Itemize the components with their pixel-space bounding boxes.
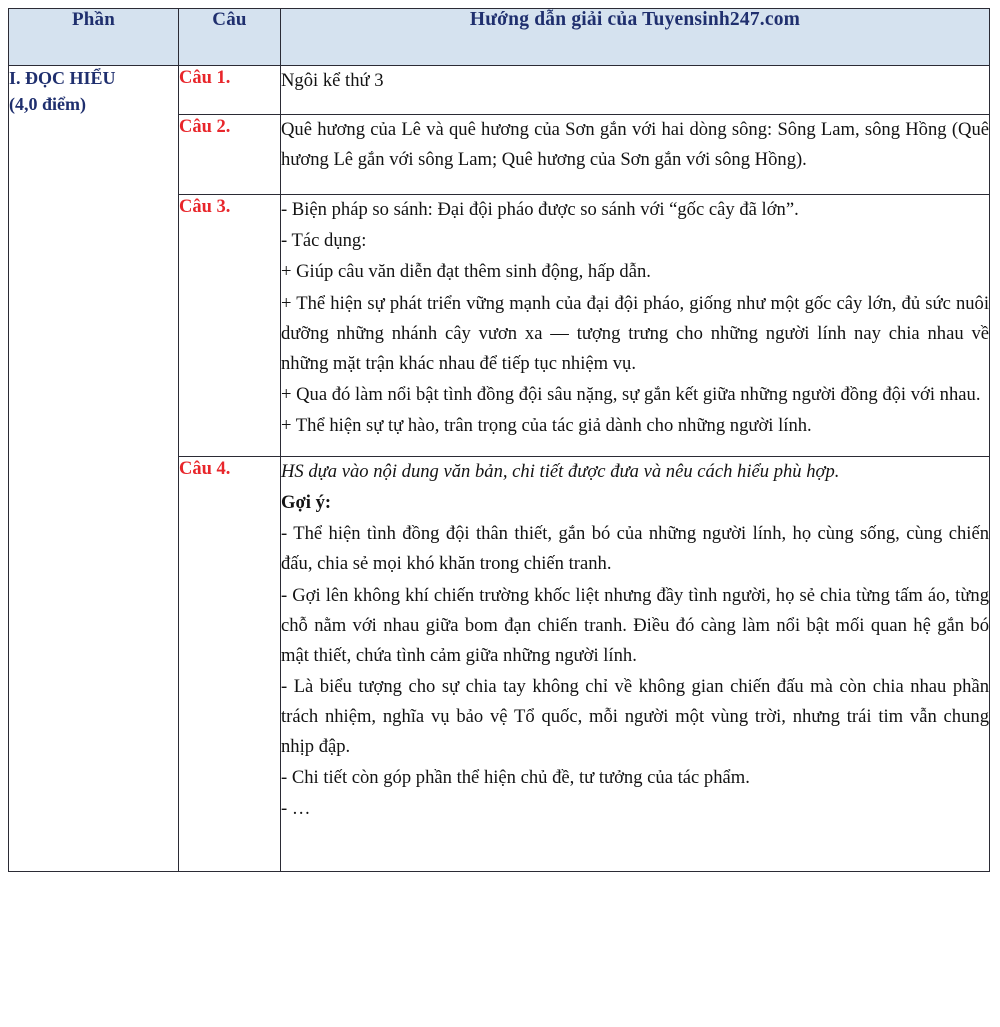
table-body: [9, 66, 990, 872]
question-label-2: Câu 2.: [179, 115, 281, 195]
column-header-part: Phần: [9, 9, 179, 66]
answer-line-italic: HS dựa vào nội dung văn bản, chi tiết được đưa và nêu cách hiểu phù hợp.: [281, 461, 840, 483]
answer-line: + Giúp câu văn diễn đạt thêm sinh động, hấp dẫn.: [281, 261, 651, 283]
question-label-4: Câu 4.: [179, 457, 281, 872]
question-label-1: Câu 1.: [179, 66, 281, 115]
column-header-question: Câu: [179, 9, 281, 66]
answer-content-3: [281, 195, 990, 457]
part-points: (4,0 điểm): [9, 93, 86, 114]
part-cell: [9, 66, 179, 872]
answer-line: Ngôi kể thứ 3: [281, 70, 384, 91]
answer-line: - Chi tiết còn góp phần thể hiện chủ đề, tư tưởng của tác phẩm.: [281, 767, 750, 789]
answer-content-1: [281, 66, 990, 115]
answer-line: - Là biểu tượng cho sự chia tay không chỉ về không gian chiến đấu mà còn chia nhau phần trách nhiệm, nghĩa vụ bảo vệ Tổ quốc, mỗi người một vùng trời, nhưng trái tim vẫn chung nhịp đập.: [281, 675, 989, 758]
answer-line: + Thể hiện sự tự hào, trân trọng của tác giả dành cho những người lính.: [281, 414, 812, 436]
answer-line: - Gợi lên không khí chiến trường khốc liệt nhưng đầy tình người, họ sẻ chia từng tấm áo, từng chỗ nằm với nhau giữa bom đạn chiến tranh. Điều đó càng làm nổi bật mối quan hệ gắn bó mật thiết, chứa tình cảm giữa những người lính.: [281, 584, 989, 666]
answer-content-4: [281, 457, 990, 872]
question-label-3: Câu 3.: [179, 195, 281, 457]
answer-line: - Biện pháp so sánh: Đại đội pháo được so sánh với “gốc cây đã lớn”.: [281, 199, 799, 221]
answer-content-2: [281, 115, 990, 195]
part-title: I. ĐỌC HIỂU: [9, 68, 116, 88]
header-row: [9, 9, 990, 66]
answer-line: Quê hương của Lê và quê hương của Sơn gắn với hai dòng sông: Sông Lam, sông Hồng (Quê hương Lê gắn với sông Lam; Quê hương của Sơn gắn với sông Hồng).: [281, 119, 989, 171]
column-header-guide: Hướng dẫn giải của Tuyensinh247.com: [281, 9, 990, 66]
answer-line: - Tác dụng:: [281, 230, 367, 252]
answer-line-heading: Gợi ý:: [281, 492, 332, 514]
table-header: [9, 9, 990, 66]
answer-key-table: [8, 8, 990, 872]
answer-line: + Thể hiện sự phát triển vững mạnh của đại đội pháo, giống như một gốc cây lớn, đủ sức nuôi dưỡng những nhánh cây vươn xa — tượng trưng cho những người lính nay chia nhau về những mặt trận khác nhau để tiếp tục nhiệm vụ.: [281, 292, 989, 374]
answer-line: + Qua đó làm nổi bật tình đồng đội sâu nặng, sự gắn kết giữa những người đồng đội với nhau.: [281, 383, 981, 405]
answer-line: - Thể hiện tình đồng đội thân thiết, gắn bó của những người lính, họ cùng sống, cùng chiến đấu, chia sẻ mọi khó khăn trong chiến tranh.: [281, 523, 989, 575]
table-row: [9, 66, 990, 115]
answer-line: - …: [281, 798, 311, 820]
